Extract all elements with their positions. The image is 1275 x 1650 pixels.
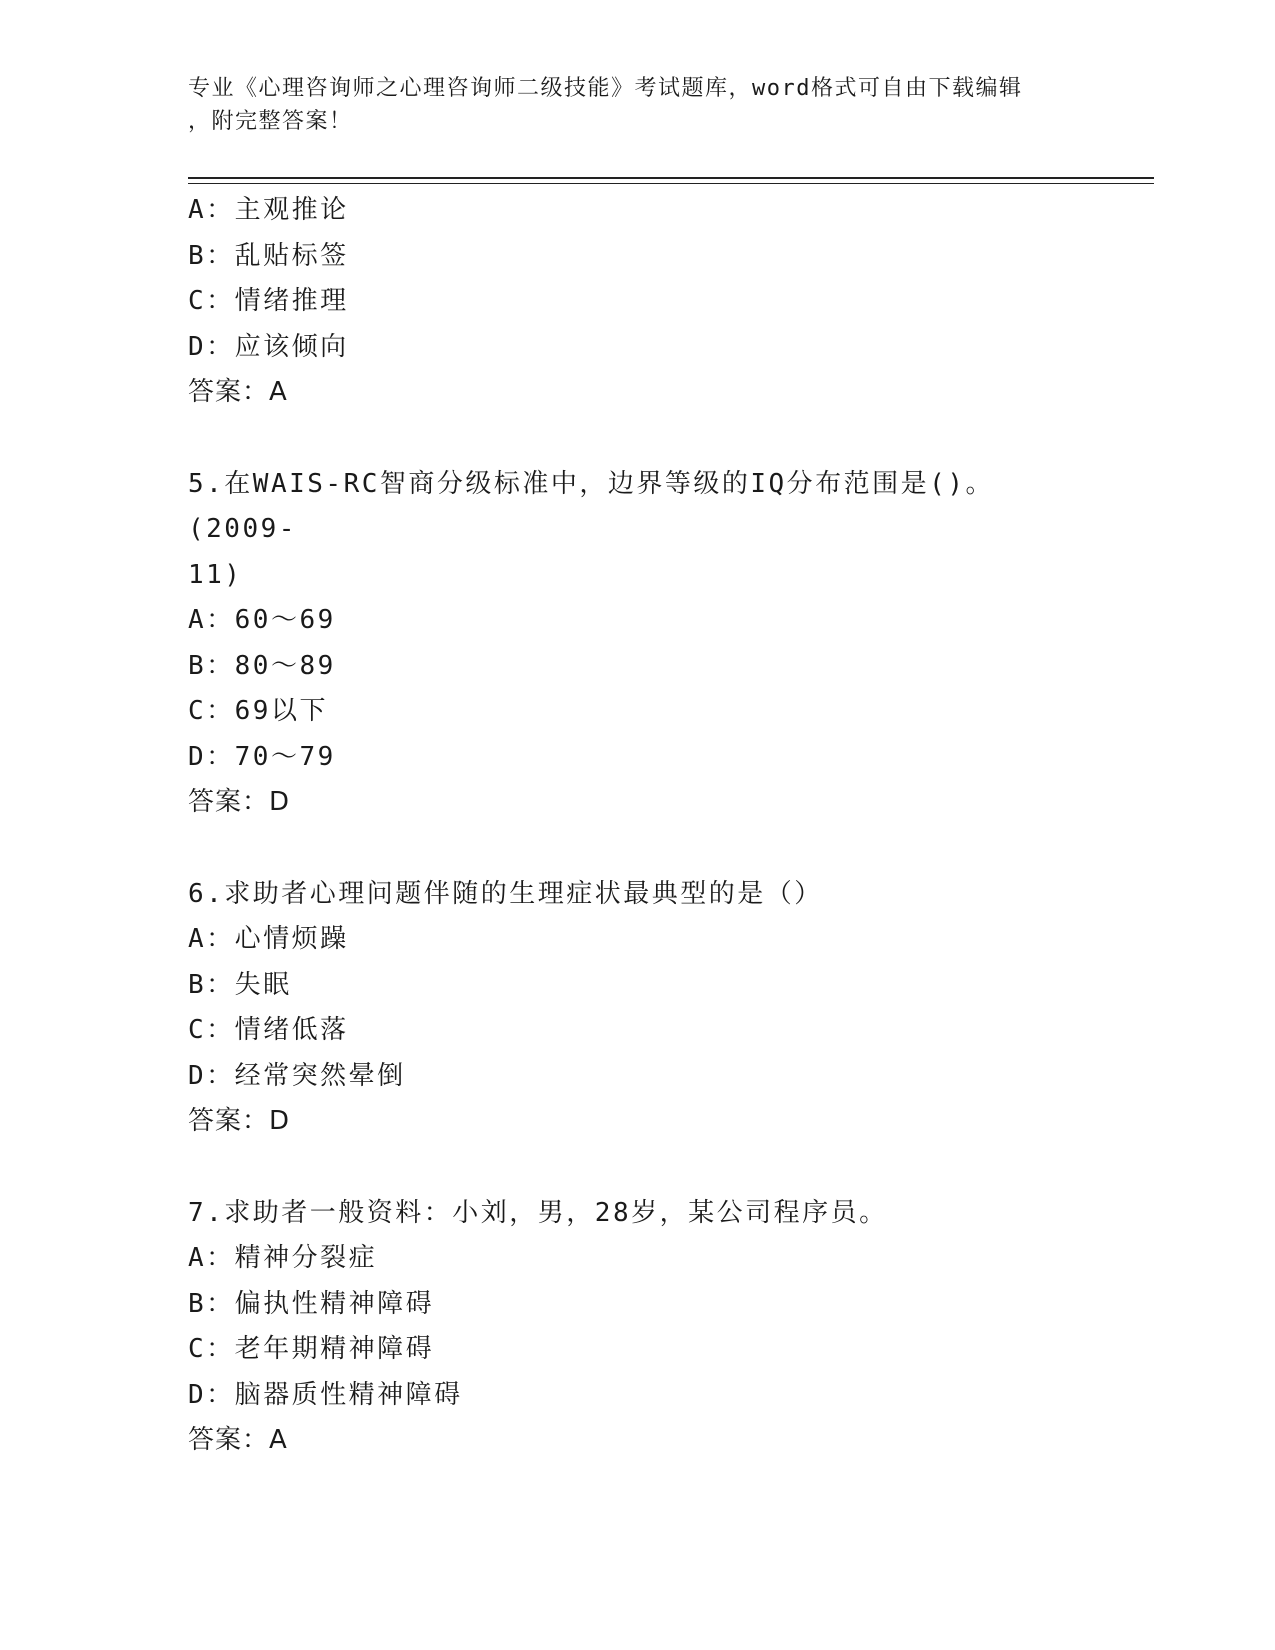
option-d: D：脑器质性精神障碍 bbox=[188, 1379, 463, 1410]
option-d: D：70～79 bbox=[188, 741, 336, 772]
question-4 bbox=[188, 188, 1088, 416]
option-c: C：老年期精神障碍 bbox=[188, 1334, 435, 1364]
option-d: D：应该倾向 bbox=[188, 331, 349, 362]
question-5 bbox=[188, 462, 1088, 826]
question-stem: 6.求助者心理问题伴随的生理症状最典型的是（） bbox=[188, 878, 823, 909]
question-7 bbox=[188, 1191, 1088, 1464]
option-a: A：60～69 bbox=[188, 605, 336, 635]
header-divider-thick bbox=[188, 177, 1154, 179]
question-list bbox=[188, 188, 1088, 1464]
option-c: C：69以下 bbox=[188, 696, 328, 726]
question-stem-line-1: 5.在WAIS-RC智商分级标准中，边界等级的IQ分布范围是()。(2009- bbox=[188, 468, 994, 544]
option-d: D：经常突然晕倒 bbox=[188, 1060, 406, 1091]
option-b: B：80～89 bbox=[188, 650, 336, 681]
option-a: A：精神分裂症 bbox=[188, 1243, 378, 1273]
option-a: A：主观推论 bbox=[188, 195, 349, 225]
option-b: B：乱贴标签 bbox=[188, 240, 349, 271]
header-title-line-2: ，附完整答案！ bbox=[188, 109, 353, 134]
option-c: C：情绪低落 bbox=[188, 1015, 349, 1045]
question-stem-line-2: 11) bbox=[188, 559, 243, 590]
option-b: B：偏执性精神障碍 bbox=[188, 1288, 435, 1319]
document-header bbox=[188, 72, 1088, 138]
answer-line: 答案：A bbox=[188, 1425, 288, 1455]
answer-line: 答案：D bbox=[188, 1106, 291, 1136]
question-6 bbox=[188, 872, 1088, 1145]
header-title-line-1: 专业《心理咨询师之心理咨询师二级技能》考试题库，word格式可自由下载编辑 bbox=[188, 76, 1023, 101]
answer-line: 答案：D bbox=[188, 787, 291, 817]
option-a: A：心情烦躁 bbox=[188, 924, 349, 954]
option-b: B：失眠 bbox=[188, 969, 292, 1000]
answer-line: 答案：A bbox=[188, 377, 288, 407]
header-divider-thin bbox=[188, 183, 1154, 184]
option-c: C：情绪推理 bbox=[188, 286, 349, 316]
question-stem: 7.求助者一般资料：小刘，男，28岁，某公司程序员。 bbox=[188, 1197, 888, 1228]
